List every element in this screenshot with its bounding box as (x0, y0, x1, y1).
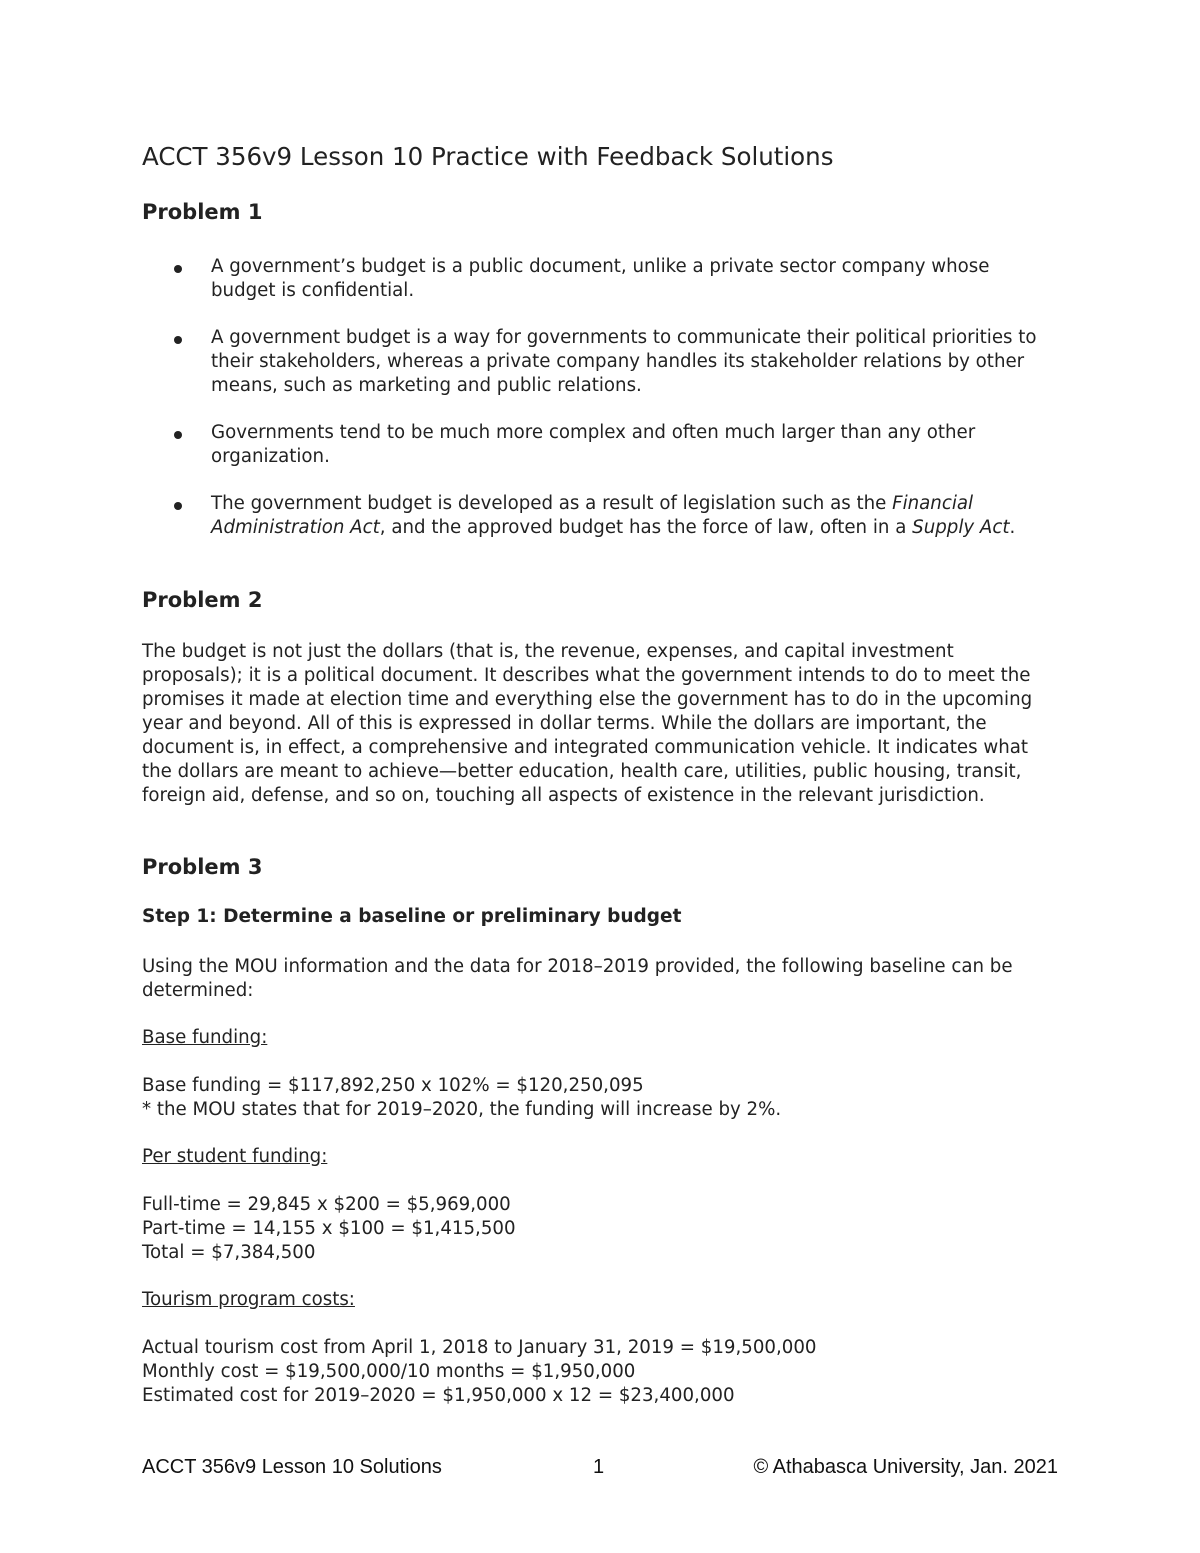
footer-copyright: © Athabasca University, Jan. 2021 (753, 1456, 1058, 1478)
bullet-icon (174, 336, 182, 344)
problem-3-intro: Using the MOU information and the data for 2018–2019 provided, the following baseline can be determined: (142, 956, 1013, 1001)
base-funding-section (142, 1026, 1057, 1122)
tourism-actual-line: Actual tourism cost from April 1, 2018 to January 31, 2019 = $19,500,000 (142, 1337, 817, 1358)
bullet-text: . (1009, 517, 1016, 538)
problem-1-heading: Problem 1 (142, 200, 263, 224)
per-student-section (142, 1145, 1057, 1265)
problem-2-heading: Problem 2 (142, 588, 263, 612)
bullet-text: A government budget is a way for governments to communicate their political priorities to their stakeholders, whereas a private company handles its stakeholder relations by other means, such as marketing and public relations. (211, 327, 1037, 396)
italic-act-name: Financial Administration Act (211, 493, 974, 538)
problem-1-bullet-item (142, 326, 1057, 398)
bullet-icon (174, 265, 182, 273)
problem-1-bullet-item (142, 492, 1057, 540)
tourism-label: Tourism program costs: (142, 1289, 355, 1310)
page-footer (142, 1456, 1058, 1484)
footer-page-number: 1 (593, 1456, 605, 1478)
footer-course-label: ACCT 356v9 Lesson 10 Solutions (142, 1456, 442, 1478)
bullet-icon (174, 431, 182, 439)
problem-3-heading: Problem 3 (142, 855, 263, 879)
italic-act-name: Supply Act (912, 517, 1010, 538)
step-1-heading: Step 1: Determine a baseline or preliminary budget (142, 906, 682, 927)
problem-1-bullet-item (142, 255, 1057, 303)
document-title: ACCT 356v9 Lesson 10 Practice with Feedback Solutions (142, 142, 834, 171)
full-time-line: Full-time = 29,845 x $200 = $5,969,000 (142, 1194, 511, 1215)
part-time-line: Part-time = 14,155 x $100 = $1,415,500 (142, 1218, 516, 1239)
bullet-text: , and the approved budget has the force of law, often in a (379, 517, 913, 538)
bullet-text: Governments tend to be much more complex and often much larger than any other organization. (211, 422, 976, 467)
tourism-estimate-line: Estimated cost for 2019–2020 = $1,950,000 x 12 = $23,400,000 (142, 1385, 735, 1406)
total-line: Total = $7,384,500 (142, 1242, 316, 1263)
tourism-monthly-line: Monthly cost = $19,500,000/10 months = $1,950,000 (142, 1361, 636, 1382)
base-funding-note: * the MOU states that for 2019–2020, the funding will increase by 2%. (142, 1099, 782, 1120)
per-student-label: Per student funding: (142, 1146, 328, 1167)
base-funding-line: Base funding = $117,892,250 x 102% = $120,250,095 (142, 1075, 644, 1096)
bullet-icon (174, 502, 182, 510)
base-funding-label: Base funding: (142, 1027, 268, 1048)
problem-1-bullet-item (142, 421, 1057, 469)
problem-2-paragraph: The budget is not just the dollars (that is, the revenue, expenses, and capital investment proposals); it is a political document. It describes what the government intends to do to meet the promises it made at election time and everything else the government has to do in the upcoming year and beyond. All of this is expressed in dollar terms. While the dollars are important, the document is, in effect, a comprehensive and integrated communication vehicle. It indicates what the dollars are meant to achieve—better education, health care, utilities, public housing, transit, foreign aid, defense, and so on, touching all aspects of existence in the relevant jurisdiction. (142, 641, 1033, 806)
bullet-text: A government’s budget is a public document, unlike a private sector company whose budget is confidential. (211, 256, 990, 301)
bullet-text: The government budget is developed as a result of legislation such as the (211, 493, 893, 514)
tourism-section (142, 1288, 1057, 1408)
problem-1-bullet-list (142, 255, 1057, 563)
